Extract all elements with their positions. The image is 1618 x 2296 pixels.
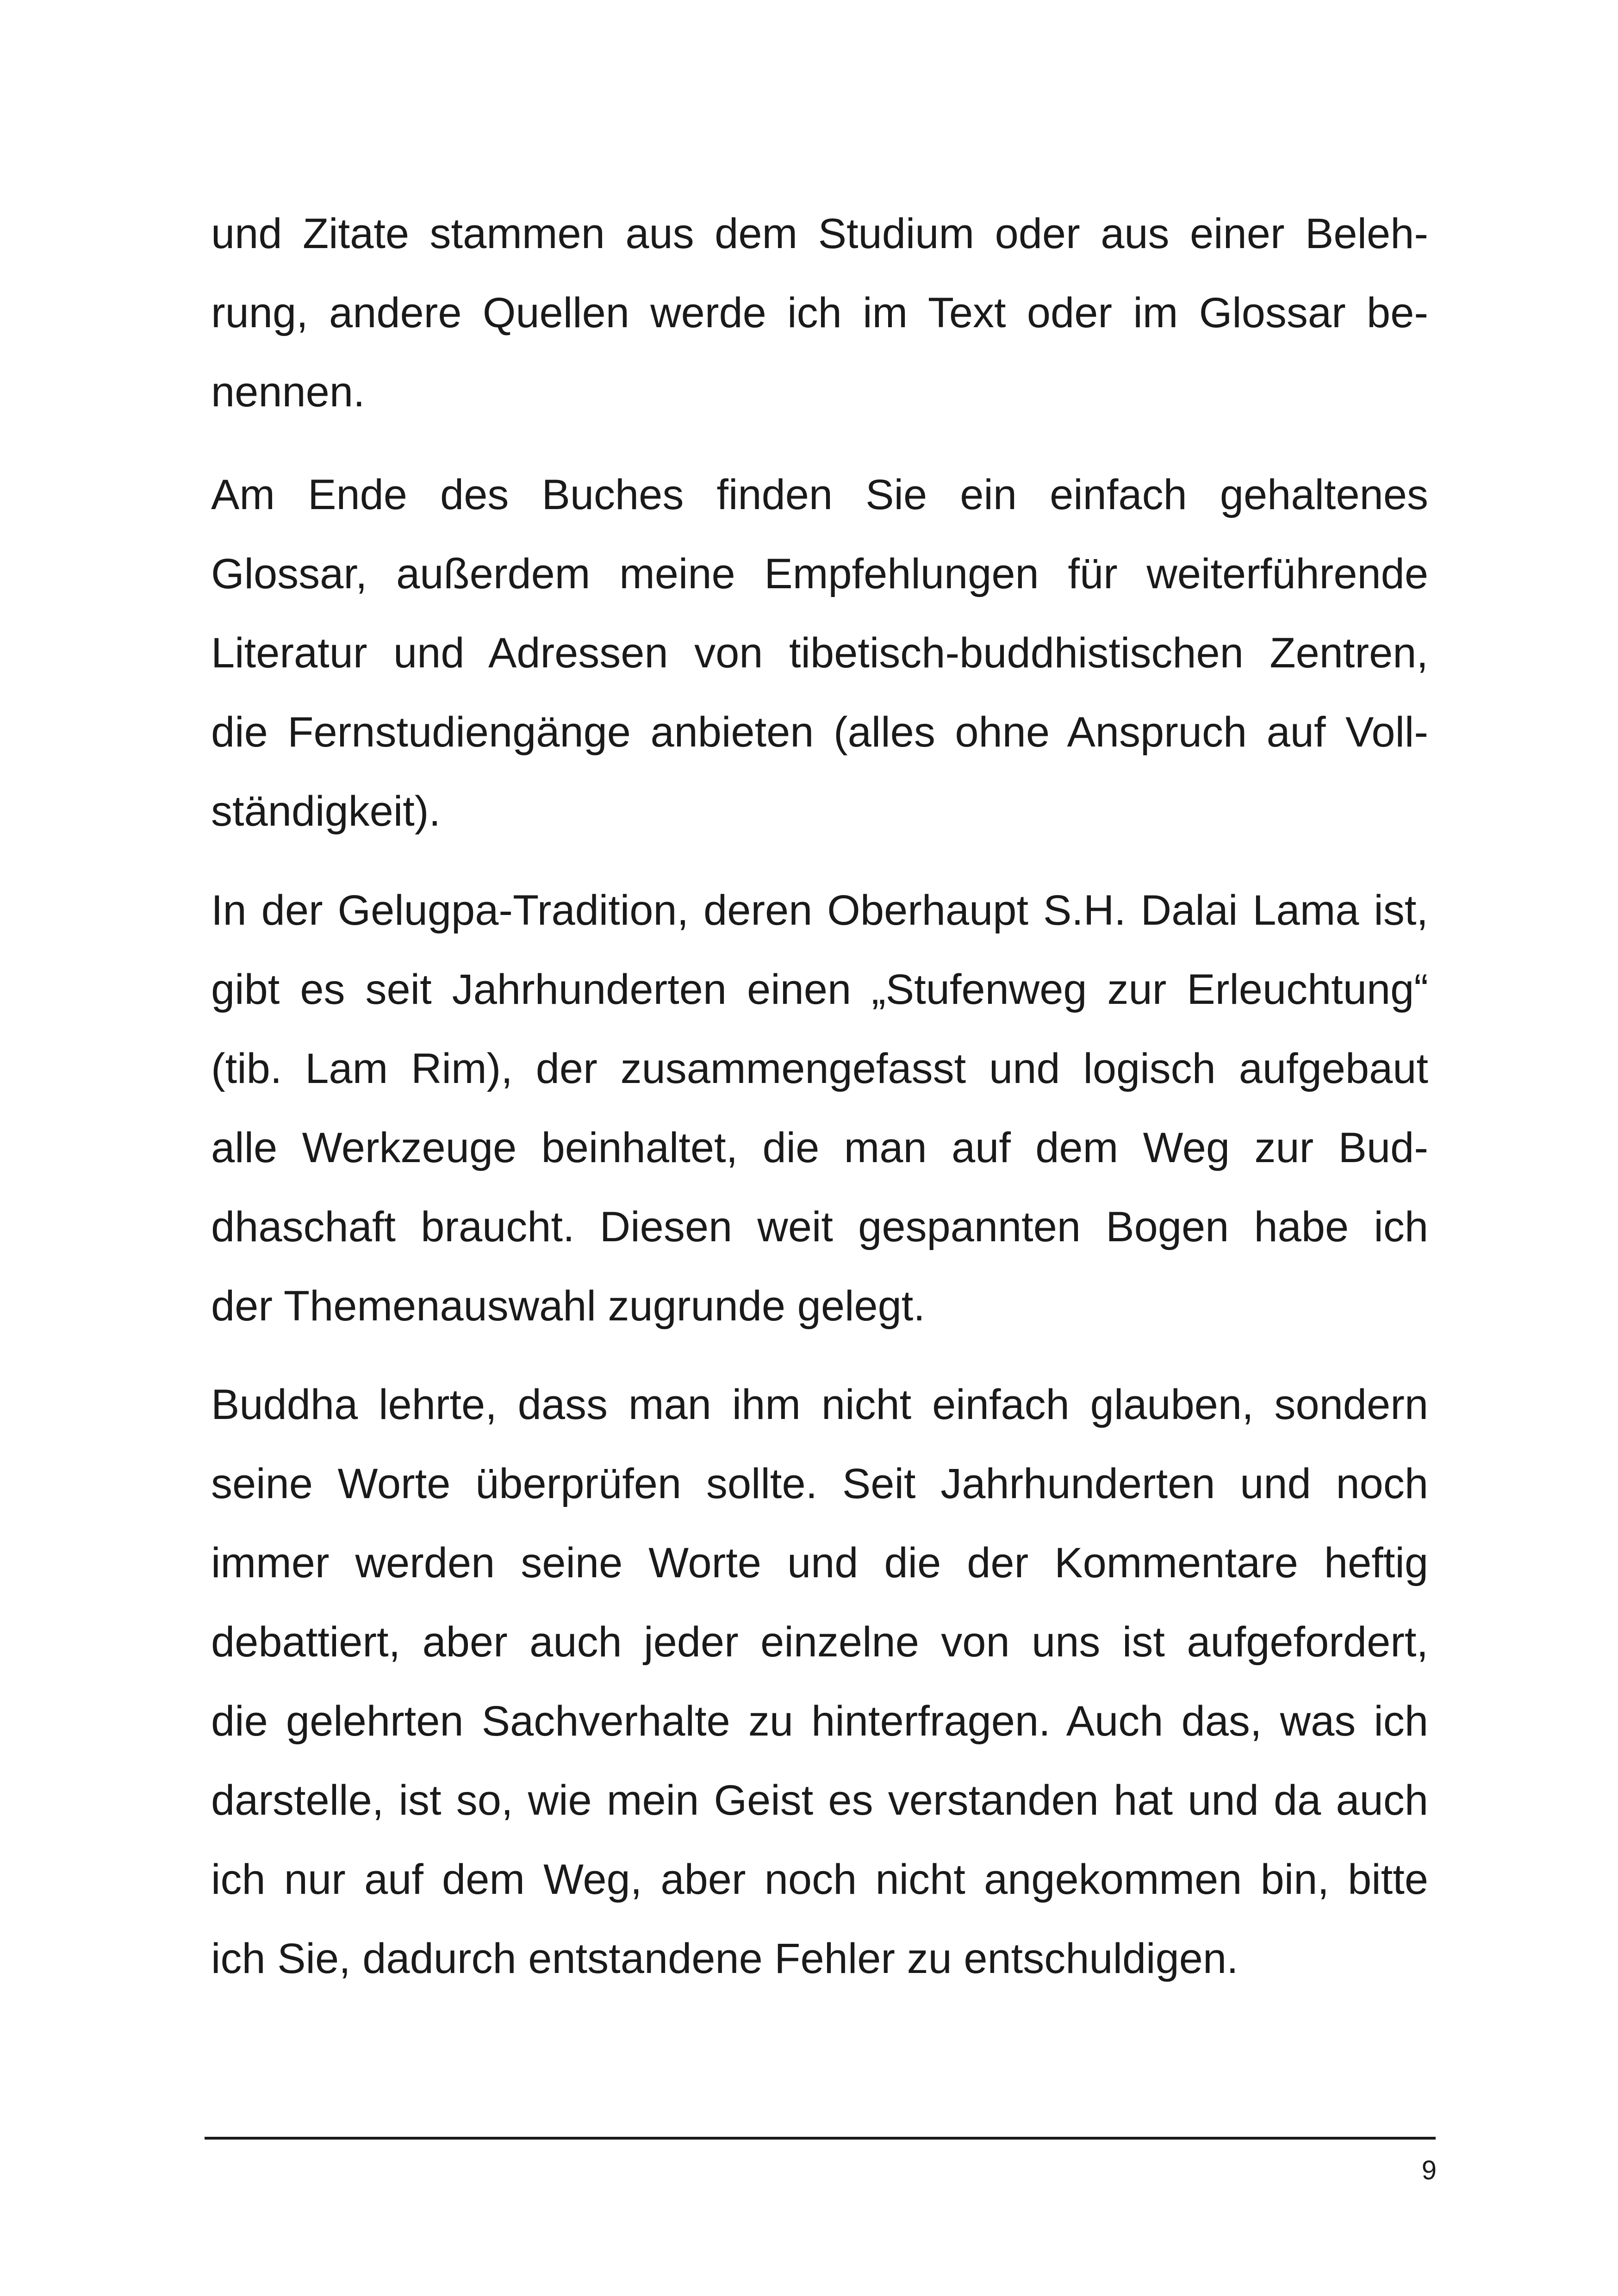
text-line: rung, andere Quellen werde ich im Text oder im Glossar be- <box>211 289 1428 336</box>
text-line: gibt es seit Jahrhunderten einen „Stufenweg zur Erleuchtung“ <box>211 966 1428 1013</box>
text-line: Glossar, außerdem meine Empfehlungen für weiterführende <box>211 550 1428 597</box>
text-line: die gelehrten Sachverhalte zu hinterfragen. Auch das, was ich <box>211 1698 1428 1745</box>
text-line: die Fernstudiengänge anbieten (alles ohne Anspruch auf Voll- <box>211 709 1428 756</box>
text-line: debattiert, aber auch jeder einzelne von uns ist aufgefordert, <box>211 1618 1428 1666</box>
text-line: ich Sie, dadurch entstandene Fehler zu entschuldigen. <box>211 1935 1238 1982</box>
text-line: ständigkeit). <box>211 788 441 835</box>
text-line: seine Worte überprüfen sollte. Seit Jahrhunderten und noch <box>211 1460 1428 1507</box>
text-line: (tib. Lam Rim), der zusammengefasst und logisch aufgebaut <box>211 1045 1428 1092</box>
text-line: und Zitate stammen aus dem Studium oder aus einer Beleh- <box>211 210 1428 257</box>
paragraph-4 <box>211 1365 1428 1998</box>
paragraph-1 <box>211 194 1428 432</box>
text-line: der Themenauswahl zugrunde gelegt. <box>211 1282 925 1330</box>
paragraph-2 <box>211 455 1428 851</box>
text-line: Am Ende des Buches finden Sie ein einfach gehaltenes <box>211 471 1428 518</box>
text-line: nennen. <box>211 368 365 416</box>
paragraph-3 <box>211 871 1428 1346</box>
text-line: Buddha lehrte, dass man ihm nicht einfach glauben, sondern <box>211 1381 1428 1428</box>
text-line: darstelle, ist so, wie mein Geist es verstanden hat und da auch <box>211 1777 1428 1824</box>
page-number: 9 <box>1421 2155 1437 2185</box>
footer-divider <box>205 2137 1436 2140</box>
text-line: In der Gelugpa-Tradition, deren Oberhaupt S.H. Dalai Lama ist, <box>211 887 1428 934</box>
text-line: dhaschaft braucht. Diesen weit gespannten Bogen habe ich <box>211 1203 1428 1251</box>
text-line: ich nur auf dem Weg, aber noch nicht angekommen bin, bitte <box>211 1856 1428 1903</box>
text-line: Literatur und Adressen von tibetisch-buddhistischen Zentren, <box>211 629 1428 677</box>
text-line: alle Werkzeuge beinhaltet, die man auf dem Weg zur Bud- <box>211 1124 1428 1171</box>
text-line: immer werden seine Worte und die der Kommentare heftig <box>211 1539 1428 1587</box>
